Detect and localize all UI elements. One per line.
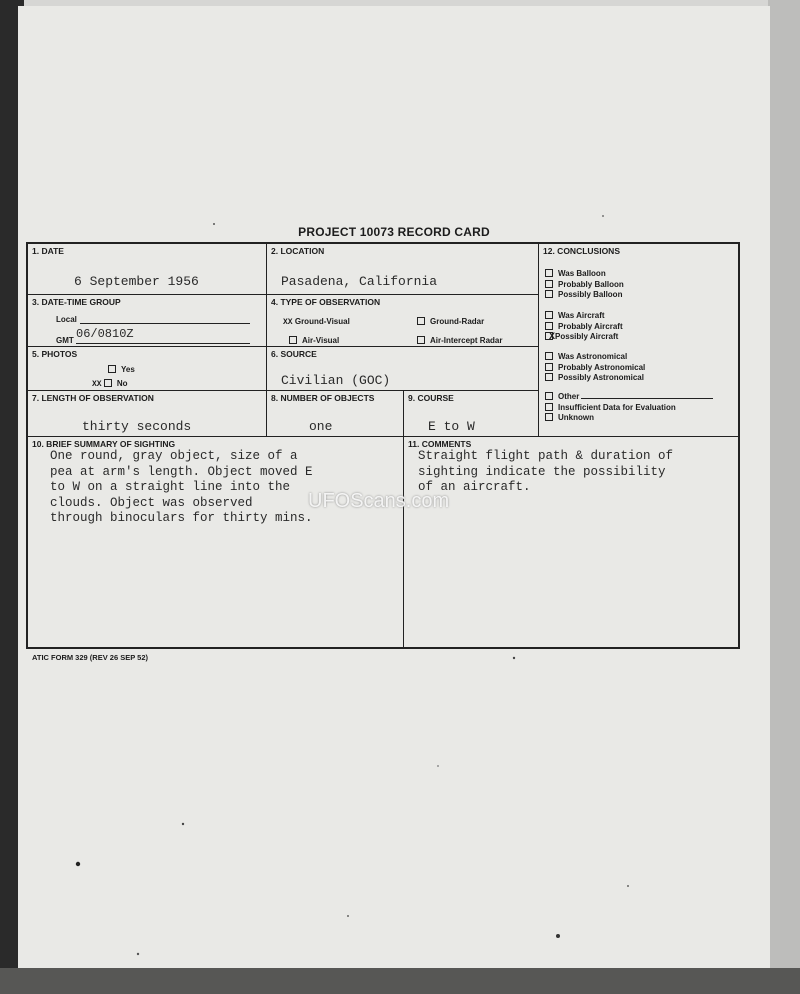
- scan-specks: [18, 6, 770, 988]
- possibly-astronomical-text: Possibly Astronomical: [558, 373, 644, 382]
- type-of-observation-label: 4. TYPE OF OBSERVATION: [271, 297, 381, 307]
- source-label: 6. SOURCE: [271, 349, 317, 359]
- local-label: Local: [56, 315, 77, 324]
- insufficient-data-text: Insufficient Data for Evaluation: [558, 402, 676, 412]
- date-time-group-label: 3. DATE-TIME GROUP: [32, 297, 121, 307]
- other-text: Other: [558, 392, 580, 401]
- scan-edge-right: [768, 0, 800, 994]
- source-value: Civilian (GOC): [281, 373, 391, 388]
- possibly-balloon-text: Possibly Balloon: [558, 290, 623, 299]
- length-of-observation-value: thirty seconds: [82, 419, 192, 434]
- watermark: UFOScans.com: [308, 490, 450, 512]
- was-balloon-text: Was Balloon: [558, 269, 606, 278]
- date-value: 6 September 1956: [74, 274, 199, 289]
- air-intercept-text: Air-Intercept Radar: [430, 336, 503, 345]
- photos-label: 5. PHOTOS: [32, 349, 78, 359]
- photos-no-mark: XX: [92, 380, 102, 389]
- conclusions-label: 12. CONCLUSIONS: [543, 246, 620, 256]
- brief-summary-label: 10. BRIEF SUMMARY OF SIGHTING: [32, 439, 176, 449]
- possibly-aircraft-mark: X: [549, 332, 556, 343]
- length-of-observation-label: 7. LENGTH OF OBSERVATION: [32, 393, 154, 403]
- scanned-page: [18, 6, 770, 988]
- was-astronomical-text: Was Astronomical: [558, 352, 628, 361]
- comments-label: 11. COMMENTS: [408, 439, 472, 449]
- date-label: 1. DATE: [32, 246, 64, 256]
- air-visual-text: Air-Visual: [302, 336, 340, 345]
- probably-astronomical-text: Probably Astronomical: [558, 362, 646, 372]
- number-of-objects-label: 8. NUMBER OF OBJECTS: [271, 393, 375, 403]
- was-aircraft-text: Was Aircraft: [558, 311, 605, 320]
- gmt-label: GMT: [56, 336, 74, 345]
- photos-yes-text: Yes: [121, 365, 135, 374]
- scan-edge-bottom: [0, 968, 800, 994]
- location-label: 2. LOCATION: [271, 246, 325, 256]
- ground-visual-mark: XX: [283, 318, 293, 327]
- unknown-text: Unknown: [558, 413, 594, 422]
- comments-text: Straight flight path & duration of sighting indicate the possibility of an aircraft.: [418, 449, 674, 494]
- probably-aircraft-text: Probably Aircraft: [558, 321, 623, 331]
- number-of-objects-value: one: [309, 419, 333, 434]
- course-value: E to W: [428, 419, 475, 434]
- ground-visual-text: Ground-Visual: [294, 317, 350, 326]
- probably-balloon-text: Probably Balloon: [558, 279, 624, 289]
- possibly-aircraft-text: Possibly Aircraft: [555, 332, 619, 341]
- ground-radar-text: Ground-Radar: [430, 317, 485, 326]
- card-title: PROJECT 10073 RECORD CARD: [298, 225, 490, 239]
- brief-summary-text: One round, gray object, size of a pea at arm's length. Object moved E to W on a straight line into the clouds. Object was observed through binoculars for thirty mins.: [50, 449, 313, 525]
- form-number: ATIC FORM 329 (REV 26 SEP 52): [32, 653, 149, 662]
- gmt-value: 06/0810Z: [76, 327, 134, 341]
- course-label: 9. COURSE: [408, 393, 454, 403]
- location-value: Pasadena, California: [281, 274, 438, 289]
- photos-no-text: No: [116, 379, 128, 388]
